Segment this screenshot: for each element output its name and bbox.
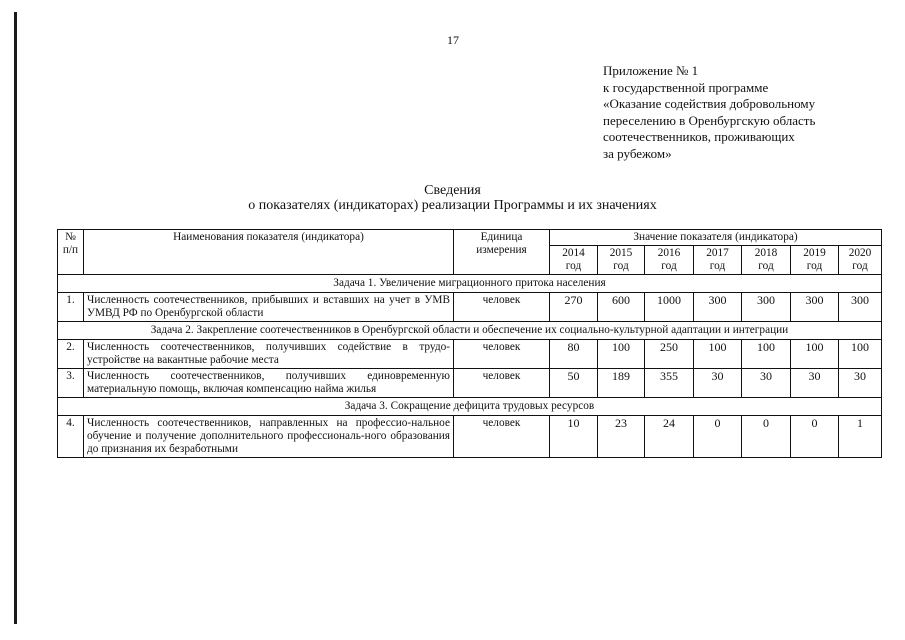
- task-row: [58, 398, 882, 416]
- appendix-line: «Оказание содействия добровольному: [603, 96, 816, 111]
- task-row: [58, 322, 882, 340]
- indicator-value: 600: [598, 293, 645, 322]
- indicator-value: 250: [645, 340, 694, 369]
- page-edge-line: [14, 12, 17, 624]
- indicator-name: Численность соотечественников, прибывших и вставших на учет в УМВ УМВД РФ по Оренбургской области: [84, 293, 454, 322]
- indicator-value: 100: [598, 340, 645, 369]
- appendix-line: к государственной программе: [603, 79, 769, 95]
- row-number: 3.: [58, 369, 84, 398]
- indicator-value: 0: [791, 416, 839, 458]
- appendix-line: Приложение № 1: [603, 63, 699, 78]
- year-header-cell: [791, 246, 839, 275]
- table-row: [58, 369, 882, 398]
- indicator-value: 100: [839, 340, 882, 369]
- year-value: 2019: [803, 247, 826, 259]
- indicator-value: 30: [839, 369, 882, 398]
- indicator-value: 0: [694, 416, 742, 458]
- year-header-cell: [645, 246, 694, 275]
- year-value: 2015: [609, 247, 633, 259]
- year-unit-label: год: [758, 260, 774, 272]
- year-unit-label: год: [565, 260, 582, 272]
- year-unit-label: год: [852, 260, 868, 272]
- indicator-value: 270: [550, 293, 598, 322]
- task-title: Задача 2. Закрепление соотечественников в Оренбургской области и обеспечение их социально-культурной адаптации и интеграции: [58, 322, 882, 340]
- year-value: 2017: [706, 247, 729, 259]
- indicator-value: 100: [694, 340, 742, 369]
- header-name: Наименования показателя (индикатора): [84, 230, 454, 275]
- indicator-value: 80: [550, 340, 598, 369]
- row-number: 4.: [58, 416, 84, 458]
- year-unit-label: год: [661, 260, 677, 272]
- indicator-name: Численность соотечественников, направленных на профессио-нальное обучение и получение дополнительного профессиональ-ного образования до признания их безработными: [84, 416, 454, 458]
- indicator-value: 30: [791, 369, 839, 398]
- indicator-value: 100: [742, 340, 791, 369]
- indicator-value: 100: [791, 340, 839, 369]
- table-row: [58, 340, 882, 369]
- table-row: [58, 416, 882, 458]
- document-heading: Сведения: [424, 183, 481, 198]
- year-value: 2014: [562, 247, 585, 259]
- year-value: 2020: [848, 247, 872, 259]
- indicators-table: [57, 229, 882, 458]
- table-body: [58, 275, 882, 458]
- year-header-cell: [839, 246, 882, 275]
- indicator-unit: человек: [454, 416, 550, 458]
- indicator-name: Численность соотечественников, получивших единовременную материальную помощь, включая компенсацию найма жилья: [84, 369, 454, 398]
- indicator-unit: человек: [454, 340, 550, 369]
- year-header-cell: [742, 246, 791, 275]
- header-unit: Единица измерения: [454, 230, 550, 275]
- row-number: 1.: [58, 293, 84, 322]
- task-title: Задача 1. Увеличение миграционного притока населения: [58, 275, 882, 293]
- indicator-value: 10: [550, 416, 598, 458]
- appendix-block: [603, 63, 815, 162]
- indicator-unit: человек: [454, 293, 550, 322]
- appendix-line: переселению в Оренбургскую область: [603, 112, 816, 128]
- row-number: 2.: [58, 340, 84, 369]
- indicator-value: 300: [839, 293, 882, 322]
- page-number: 17: [447, 33, 459, 47]
- indicator-value: 24: [645, 416, 694, 458]
- indicator-value: 300: [742, 293, 791, 322]
- year-value: 2016: [657, 247, 681, 259]
- indicator-value: 30: [742, 369, 791, 398]
- year-unit-label: год: [613, 260, 629, 272]
- year-header-cell: [694, 246, 742, 275]
- indicator-value: 23: [598, 416, 645, 458]
- indicator-value: 189: [598, 369, 645, 398]
- task-title: Задача 3. Сокращение дефицита трудовых ресурсов: [58, 398, 882, 416]
- indicator-value: 1: [839, 416, 882, 458]
- table-header-row: [58, 230, 882, 246]
- year-unit-label: год: [709, 260, 726, 272]
- header-value: Значение показателя (индикатора): [550, 230, 882, 246]
- appendix-line: за рубежом»: [603, 145, 672, 161]
- indicator-value: 50: [550, 369, 598, 398]
- document-subheading: о показателях (индикаторах) реализации Программы и их значениях: [248, 198, 657, 213]
- indicator-value: 355: [645, 369, 694, 398]
- header-num: № п/п: [58, 230, 84, 275]
- task-row: [58, 275, 882, 293]
- appendix-line: соотечественников, проживающих: [603, 129, 795, 144]
- indicator-value: 300: [694, 293, 742, 322]
- year-header-cell: [598, 246, 645, 275]
- indicator-value: 0: [742, 416, 791, 458]
- indicator-name: Численность соотечественников, получивших содействие в трудо-устройстве на вакантные рабочие места: [84, 340, 454, 369]
- table-row: [58, 293, 882, 322]
- indicator-value: 30: [694, 369, 742, 398]
- indicator-value: 1000: [645, 293, 694, 322]
- year-unit-label: год: [806, 260, 823, 272]
- indicator-value: 300: [791, 293, 839, 322]
- indicator-unit: человек: [454, 369, 550, 398]
- year-value: 2018: [754, 247, 778, 259]
- year-header-cell: [550, 246, 598, 275]
